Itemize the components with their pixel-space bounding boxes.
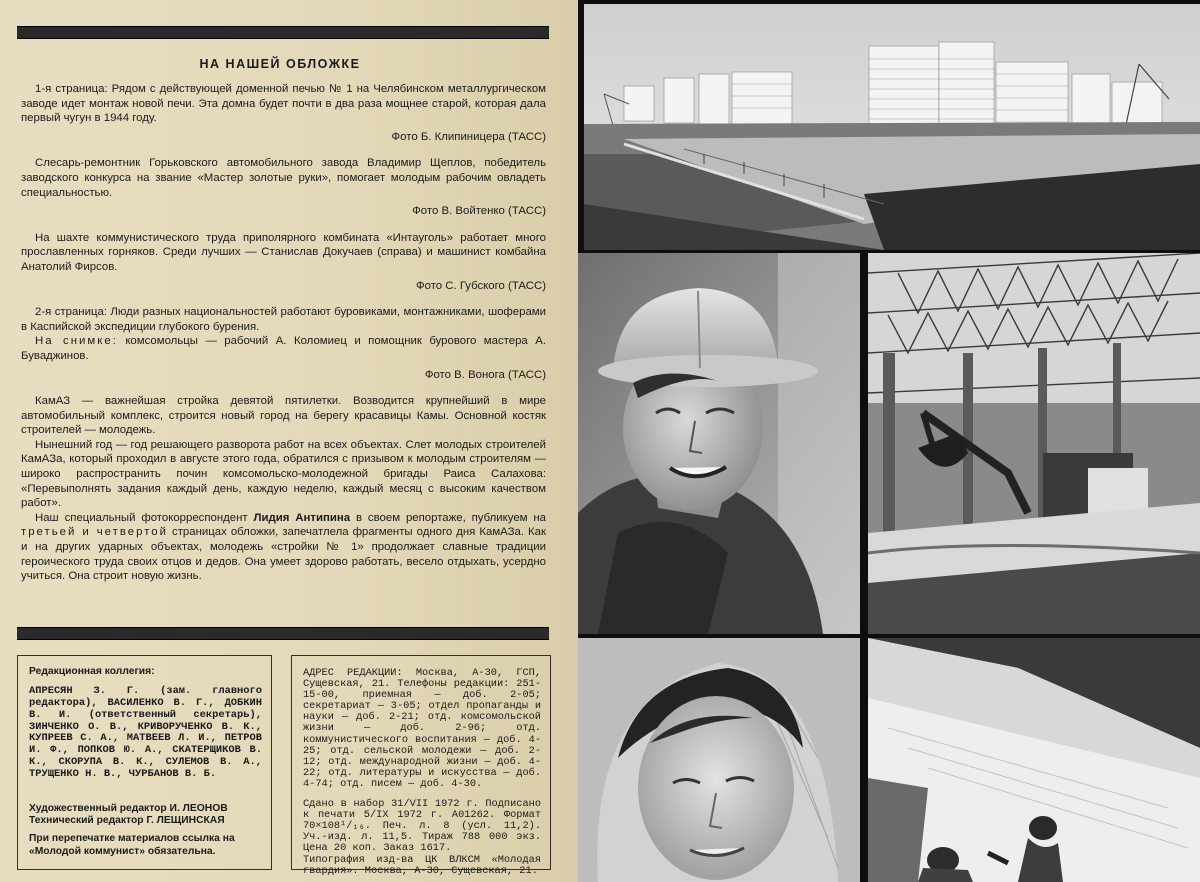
- left-page: [0, 0, 578, 882]
- cover-caption-3: На шахте коммунистического труда приполярного комбината «Интауголь» работает много прославленных горняков. Среди лучших — Станислав Докучаев (справа) и машинист комбайна Анатолий Фирсов.: [21, 231, 546, 273]
- kamaz-p3-b: в своем репортаже, публикуем на: [350, 511, 547, 524]
- photographer-name: Лидия Антипина: [253, 511, 351, 524]
- address-box: [291, 655, 551, 877]
- print-info: Сдано в набор 31/VII 1972 г. Подписано к печати 5/IX 1972 г. А01262. Формат 70×108¹/₁₆. Печ. л. 8 (усл. 11,2). Уч.-изд. л. 11,5. Тираж 788 000 экз. Цена 20 коп. Заказ 1617.: [303, 798, 541, 855]
- cover-caption-4b: [21, 334, 546, 363]
- editorial-address: АДРЕС РЕДАКЦИИ: Москва, А-30, ГСП, Сущевская, 21. Телефоны редакции: 251-15-00, приемная — доб. 2-05; секретариат — 3-05; отдел пропаганды и науки — доб. 2-21; отд. комсомольской жизни — доб. 2-96; отд. коммунистического воспитания — доб. 4-25; отд. сельской молодежи — доб. 2-12; отд. международной жизни — доб. 4-22; отд. литературы и искусства — доб. 4-74; отд. писем — доб. 4-30.: [303, 667, 541, 790]
- photo-credit-1: Фото Б. Клипиницера (ТАСС): [391, 130, 546, 143]
- editorial-board-box: [17, 655, 272, 870]
- cover-caption-2: Слесарь-ремонтник Горьковского автомобильного завода Владимир Щеплов, победитель заводского конкурса на звание «Мастер золотые руки», помогает молодым рабочим овладеть специальностью.: [21, 157, 546, 199]
- cover-caption-4: 2-я страница: Люди разных национальностей работают буровиками, монтажниками, шоферами в Каспийской экспедиции глубокого бурения.: [21, 306, 546, 333]
- snowy-slope-photo: [868, 638, 1200, 882]
- bottom-rule: [17, 627, 549, 640]
- page-heading: НА НАШЕЙ ОБЛОЖКЕ: [199, 57, 361, 71]
- kamaz-paragraph-3: [21, 511, 546, 584]
- photo-credit-3: Фото С. Губского (ТАСС): [415, 279, 546, 292]
- top-rule: [17, 26, 549, 39]
- kamaz-p3-c: страницах обложки, запечатлела фрагменты одного дня КамАЗа. Как и на других ударных объектах, молодежь «стройки № 1» продолжает славные традиции героического труда своих отцов и дедов. Она умеет здорово работать, весело отдыхать, усердно учиться. Она строит новую жизнь.: [21, 526, 546, 583]
- kamaz-p3-a: Наш специальный фотокорреспондент: [35, 511, 254, 524]
- reprint-notice: При перепечатке материалов ссылка на «Молодой коммунист» обязательна.: [29, 833, 235, 857]
- cover-caption-1: 1-я страница: Рядом с действующей доменной печью № 1 на Челябинском металлургическом заводе идет монтаж новой печи. Эта домна будет почти в два раза мощнее старой, которая дала первый чугун в 1944 году.: [21, 83, 546, 125]
- art-editor: Художественный редактор И. ЛЕОНОВ: [29, 802, 228, 814]
- editorial-members: АПРЕСЯН З. Г. (зам. главного редактора), ВАСИЛЕНКО В. Г., ДОБКИН В. И. (ответственный секретарь), ЗИНЧЕНКО О. В., КРИВОРУЧЕНКО В. К., КУПРЕЕВ С. А., МАТВЕЕВ Л. И., ПЕТРОВ И. Ф., ПОПКОВ Ю. А., СКАТЕРЩИКОВ В. К., СКОРУПА В. К., СУЛЕМОВ В. А., ТРУЩЕНКО Н. В., ЧУРБАНОВ В. Б.: [29, 685, 262, 780]
- on-photo-lead: На снимке:: [35, 335, 118, 348]
- photo-credit-4: Фото В. Вонога (ТАСС): [424, 368, 546, 381]
- editorial-label: Редакционная коллегия:: [29, 666, 155, 677]
- cover-article: [21, 82, 546, 584]
- excavator-hall-photo: [868, 253, 1200, 634]
- worker-portrait-photo: [578, 253, 860, 634]
- kamaz-paragraph-2: Нынешний год — год решающего разворота работ на всех объектах. Слет молодых строителей КамАЗа, который проходил в августе этого года, обратился с призывом к молодым строителям — широко распространить почин комсомольско-молодежной бригады Раиса Салахова: «Перевыполнять задания каждый день, каждую неделю, каждый месяц с высоким качеством работ».: [21, 438, 546, 510]
- tech-editor: Технический редактор Г. ЛЕЩИНСКАЯ: [29, 814, 225, 826]
- pages-spaced: третьей и четвертой: [21, 526, 168, 539]
- kamaz-paragraph-1: КамАЗ — важнейшая стройка девятой пятилетки. Возводится крупнейший в мире автомобильный комплекс, строится новый город на берегу красавицы Камы. Основной костяк строителей — молодежь.: [21, 395, 546, 437]
- woman-portrait-photo: [578, 638, 860, 882]
- typography-info: Типография изд-ва ЦК ВЛКСМ «Молодая гвардия». Москва, А-30, Сущевская, 21.: [303, 853, 541, 877]
- construction-site-photo: [584, 4, 1200, 250]
- photo-credit-2: Фото В. Войтенко (ТАСС): [412, 205, 546, 218]
- photo-page: [578, 0, 1200, 882]
- on-photo-rest: комсомольцы — рабочий А. Коломиец и помощник бурового мастера А. Буваджинов.: [21, 335, 546, 362]
